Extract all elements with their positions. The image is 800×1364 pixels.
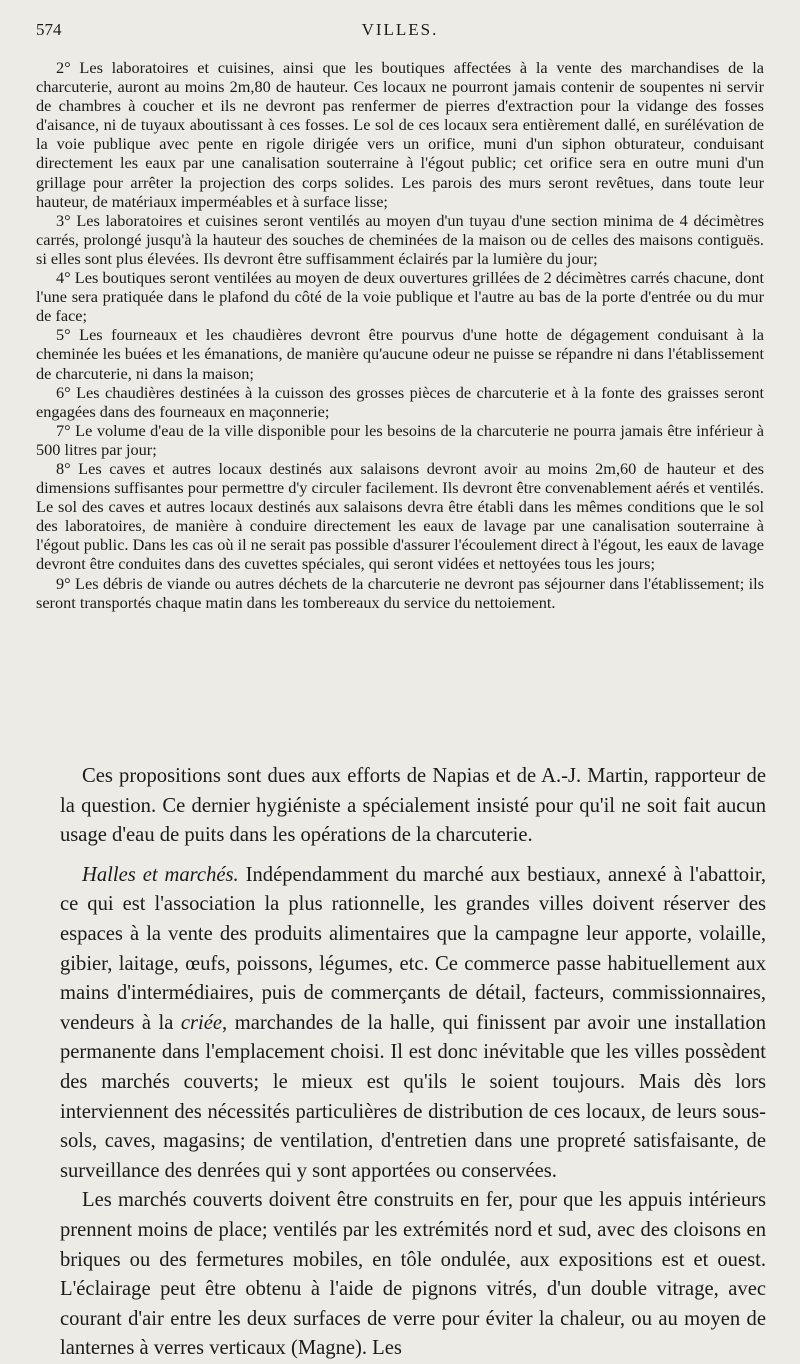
running-title: VILLES.: [361, 20, 439, 39]
section-heading: Halles et marchés.: [82, 863, 239, 886]
body-paragraph-halles: [60, 861, 766, 1187]
italic-term: criée: [180, 1011, 223, 1034]
page-header: [36, 20, 764, 46]
regulation-item-6: 6° Les chaudières destinées à la cuisson des grosses pièces de charcuterie et à la fonte des graisses seront engagées dans des fourneaux en maçonnerie;: [36, 382, 764, 421]
body-paragraph-marches: Les marchés couverts doivent être construits en fer, pour que les appuis intérieurs prennent moins de place; ventilés par les extrémités nord et sud, avec des cloisons en briques ou des fermetures mobiles, en tôle ondulée, aux expositions est et ouest. L'éclairage peut être obtenu à l'aide de pignons vitrés, d'un double vitrage, avec courant d'air entre les deux surfaces de verre pour éviter la chaleur, ou au moyen de lanternes à verres verticaux (Magne). Les: [60, 1189, 766, 1360]
regulation-item-9: 9° Les débris de viande ou autres déchets de la charcuterie ne devront pas séjourner dans l'établissement; ils seront transportés chaque matin dans les tombereaux du service du nettoiement.: [36, 573, 764, 612]
paragraph-text-end: , marchandes de la halle, qui finissent par avoir une installation permanente dans l'emplacement choisi. Il est donc inévitable que les villes possèdent des marchés couverts; le mieux est qu'ils le soient toujours. Mais dès lors interviennent des nécessités particulières de distribution de ces locaux, de leurs sous-sols, caves, magasins; de ventilation, d'entretien dans une propreté satisfaisante, de surveillance des denrées qui y sont apportées ou conservées.: [60, 1011, 767, 1182]
regulation-item-3: 3° Les laboratoires et cuisines seront ventilés au moyen d'un tuyau d'une section minima de 4 décimètres carrés, prolongé jusqu'à la hauteur des souches de cheminées de la maison ou de celles des maisons contiguës. si elles sont plus élevées. Ils devront être suffisamment éclairés par la lumière du jour;: [36, 210, 764, 268]
regulation-item-4: 4° Les boutiques seront ventilées au moyen de deux ouvertures grillées de 2 décimètres carrés chacune, dont l'une sera pratiquée dans le plafond du côté de la voie publique et l'autre au bas de la porte d'entrée ou du mur de face;: [36, 268, 764, 326]
paragraph-text: Indépendamment du marché aux bestiaux, annexé à l'abattoir, ce qui est l'association la plus rationnelle, les grandes villes doivent réserver des espaces à la vente des produits alimentaires que la campagne leur apporte, volaille, gibier, laitage, œufs, poissons, légumes, etc. Ce commerce passe habituellement aux mains d'intermédiaires, puis de commerçants de détail, facteurs, commissionnaires, vendeurs à la: [60, 863, 767, 1034]
regulation-item-2: 2° Les laboratoires et cuisines, ainsi que les boutiques affectées à la vente des marchandises de la charcuterie, auront au moins 2m,80 de hauteur. Ces locaux ne pourront jamais contenir de soupentes ni servir de chambres à coucher et ils ne devront pas renfermer de pierres d'extraction pour la vidange des fosses d'aisance, ni de tuyaux aboutissant à ces fosses. Le sol de ces locaux sera entièrement dallé, en surélévation de la voie publique avec pente en rigole dirigée vers un orifice, muni d'un siphon obturateur, conduisant directement les eaux par une canalisation souterraine à l'égout public; cet orifice sera en outre muni d'un grillage pour arrêter la projection des corps solides. Les parois des murs seront revêtues, dans toute leur hauteur, de matériaux imperméables et à surface lisse;: [36, 58, 764, 211]
regulation-item-5: 5° Les fourneaux et les chaudières devront être pourvus d'une hotte de dégagement conduisant à la cheminée les buées et les émanations, de manière qu'aucune odeur ne puisse se répandre ni dans l'établissement de charcuterie, ni dans la maison;: [36, 325, 764, 383]
body-paragraph: Ces propositions sont dues aux efforts de Napias et de A.-J. Martin, rapporteur de la question. Ce dernier hygiéniste a spécialement insisté pour qu'il ne soit fait aucun usage d'eau de puits dans les opérations de la charcuterie.: [60, 765, 766, 847]
regulation-item-8: 8° Les caves et autres locaux destinés aux salaisons devront avoir au moins 2m,60 de hauteur et des dimensions suffisantes pour permettre d'y circuler facilement. Ils devront être convenablement aérés et ventilés. Le sol des caves et autres locaux destinés aux salaisons devra être établi dans les mêmes conditions que le sol des laboratoires, de manière à conduire directement les eaux de lavage par une canalisation souterraine à l'égout public. Dans les cas où il ne serait pas possible d'assurer l'écoulement direct à l'égout, les eaux de lavage devront être conduites dans des cuvettes spéciales, qui seront vidées et nettoyées tous les jours;: [36, 458, 764, 574]
main-text: [60, 762, 766, 1364]
regulation-item-7: 7° Le volume d'eau de la ville disponible pour les besoins de la charcuterie ne pourra jamais être inférieur à 500 litres par jour;: [36, 420, 764, 459]
regulation-list: [36, 58, 764, 612]
page-number: 574: [36, 20, 62, 39]
